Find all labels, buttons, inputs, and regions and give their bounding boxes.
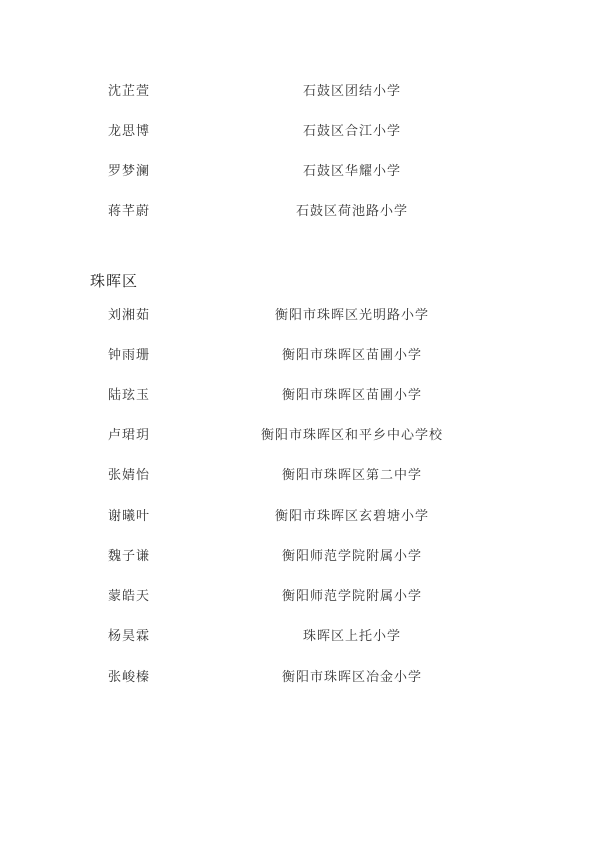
school-name: 衡阳师范学院附属小学 bbox=[281, 589, 423, 604]
student-name: 张峻榛 bbox=[108, 670, 151, 685]
student-name: 谢曦叶 bbox=[108, 509, 151, 524]
student-name: 陆玹玉 bbox=[108, 388, 151, 403]
list-item bbox=[0, 545, 600, 569]
student-name: 卢珺玥 bbox=[108, 428, 151, 443]
school-name: 石鼓区荷池路小学 bbox=[295, 204, 409, 219]
list-item bbox=[0, 666, 600, 690]
list-item bbox=[0, 384, 600, 408]
school-name: 石鼓区团结小学 bbox=[302, 84, 402, 99]
list-item bbox=[0, 424, 600, 448]
student-name: 钟雨珊 bbox=[108, 348, 151, 363]
list-item bbox=[0, 585, 600, 609]
school-name: 石鼓区华耀小学 bbox=[302, 164, 402, 179]
list-item bbox=[0, 80, 600, 104]
section-heading: 珠晖区 bbox=[90, 272, 139, 290]
student-name: 刘湘茹 bbox=[108, 308, 151, 323]
student-name: 蒙皓天 bbox=[108, 589, 151, 604]
list-item bbox=[0, 344, 600, 368]
list-item bbox=[0, 120, 600, 144]
school-name: 衡阳市珠晖区玄碧塘小学 bbox=[274, 509, 430, 524]
school-name: 衡阳市珠晖区和平乡中心学校 bbox=[260, 428, 444, 443]
student-name: 蒋芊蔚 bbox=[108, 204, 151, 219]
student-name: 杨昊霖 bbox=[108, 629, 151, 644]
school-name: 衡阳市珠晖区第二中学 bbox=[281, 468, 423, 483]
list-item bbox=[0, 505, 600, 529]
school-name: 衡阳市珠晖区苗圃小学 bbox=[281, 388, 423, 403]
school-name: 珠晖区上托小学 bbox=[302, 629, 402, 644]
list-item bbox=[0, 160, 600, 184]
student-name: 罗梦澜 bbox=[108, 164, 151, 179]
list-item bbox=[0, 625, 600, 649]
school-name: 衡阳市珠晖区苗圃小学 bbox=[281, 348, 423, 363]
school-name: 石鼓区合江小学 bbox=[302, 124, 402, 139]
student-name: 沈芷萱 bbox=[108, 84, 151, 99]
school-name: 衡阳市珠晖区冶金小学 bbox=[281, 670, 423, 685]
school-name: 衡阳师范学院附属小学 bbox=[281, 549, 423, 564]
list-item bbox=[0, 464, 600, 488]
student-name: 龙思博 bbox=[108, 124, 151, 139]
school-name: 衡阳市珠晖区光明路小学 bbox=[274, 308, 430, 323]
list-item bbox=[0, 304, 600, 328]
student-name: 张婧怡 bbox=[108, 468, 151, 483]
list-item bbox=[0, 200, 600, 224]
student-name: 魏子谦 bbox=[108, 549, 151, 564]
